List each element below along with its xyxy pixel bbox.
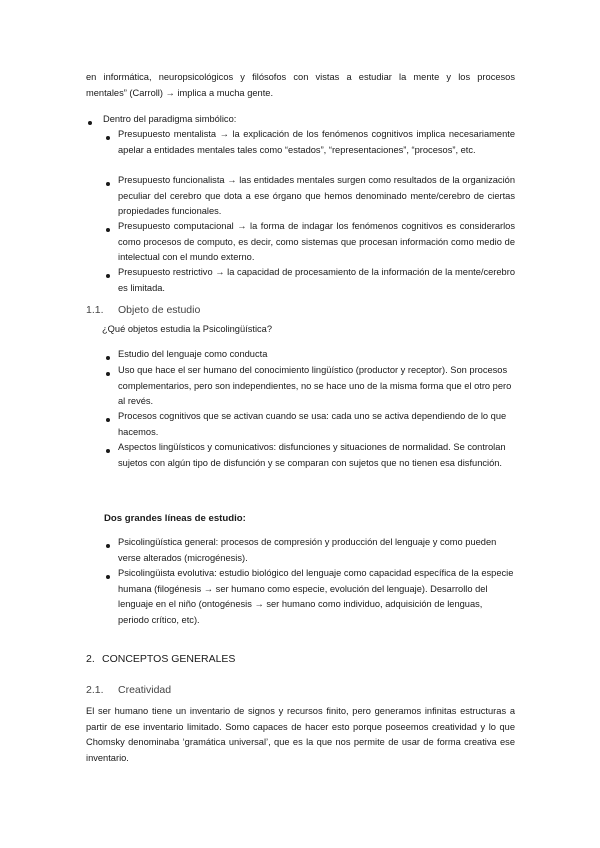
study-item-2: Uso que hace el ser humano del conocimiento lingüístico (productor y receptor). Son procesos complementarios, pero son independientes, no se hace uno de la misma forma que el otro pero al revés. [118, 365, 512, 407]
section-2-heading [86, 653, 235, 665]
lines-title: Dos grandes líneas de estudio: [104, 513, 246, 524]
intro-line-1: en informática, neuropsicológicos y filósofos con vistas a estudiar la mente y los procesos [86, 72, 515, 82]
bullet-dot [106, 136, 110, 140]
bullet-dot [106, 575, 110, 579]
section-number: 1.1. [86, 304, 104, 316]
bullet-dot [106, 418, 110, 422]
section-title: CONCEPTOS GENERALES [102, 653, 236, 665]
section-number: 2. [86, 653, 95, 665]
section-title: Objeto de estudio [118, 304, 201, 316]
lines-item-2: Psicolingüista evolutiva: estudio biológico del lenguaje como capacidad específica de la especie humana (filogénesis → ser humano como especie, evolución del lenguaje). Desarrollo del lenguaje en el niño (ontogénesis → ser humano como individuo, adquisición de lenguas, periodo crítico, etc). [118, 568, 514, 625]
study-item-1: Estudio del lenguaje como conducta [118, 349, 268, 359]
section-2-1-heading [86, 684, 171, 696]
bullet-dot [106, 274, 110, 278]
intro-line-2: mentales” (Carroll) → implica a mucha gente. [86, 88, 274, 98]
bullet-dot [106, 228, 110, 232]
section-number: 2.1. [86, 684, 104, 696]
paradigm-title: Dentro del paradigma simbólico: [103, 114, 237, 124]
bullet-dot [106, 372, 110, 376]
paradigm-item-4: Presupuesto restrictivo → la capacidad de procesamiento de la información de la mente/cerebro es limitada. [118, 267, 515, 293]
bullet-dot [88, 121, 92, 125]
section-title: Creatividad [118, 684, 172, 696]
bullet-dot [106, 544, 110, 548]
study-item-4: Aspectos lingüísticos y comunicativos: disfunciones y situaciones de normalidad. Se controlan sujetos con algún tipo de disfunción y se comparan con sujetos que no tienen esa disfunción. [118, 442, 506, 468]
paradigm-item-1: Presupuesto mentalista → la explicación de los fenómenos cognitivos implica necesariamente apelar a entidades mentales tales como “estados”, “representaciones”, “procesos”, etc. [118, 129, 515, 155]
bullet-dot [106, 182, 110, 186]
creativity-body: El ser humano tiene un inventario de signos y recursos finito, pero generamos infinitas estructuras a partir de ese inventario limitado. Somo capaces de hacer esto porque poseemos creatividad y lo que Chomsky denominaba ‘gramática universal’, que es la que nos permite de usar de forma creativa ese inventario. [86, 706, 515, 763]
paradigm-item-3: Presupuesto computacional → la forma de indagar los fenómenos cognitivos es considerarlos como procesos de computo, es decir, como sistemas que procesan información como medio de intelectual con el mundo externo. [118, 221, 515, 263]
study-item-3: Procesos cognitivos que se activan cuando se usa: cada uno se activa dependiendo de lo que hacemos. [118, 411, 507, 437]
section-1-1-heading [86, 304, 200, 316]
section-question: ¿Qué objetos estudia la Psicolingüística? [102, 324, 273, 334]
bullet-dot [106, 449, 110, 453]
paradigm-item-2: Presupuesto funcionalista → las entidades mentales surgen como resultados de la organización peculiar del cerebro que dota a ese órgano que hemos denominado mente/cerebro de ciertas propiedades funcionales. [118, 175, 515, 217]
bullet-dot [106, 356, 110, 360]
lines-item-1: Psicolingüística general: procesos de compresión y producción del lenguaje y como pueden verse alterados (microgénesis). [118, 537, 497, 563]
